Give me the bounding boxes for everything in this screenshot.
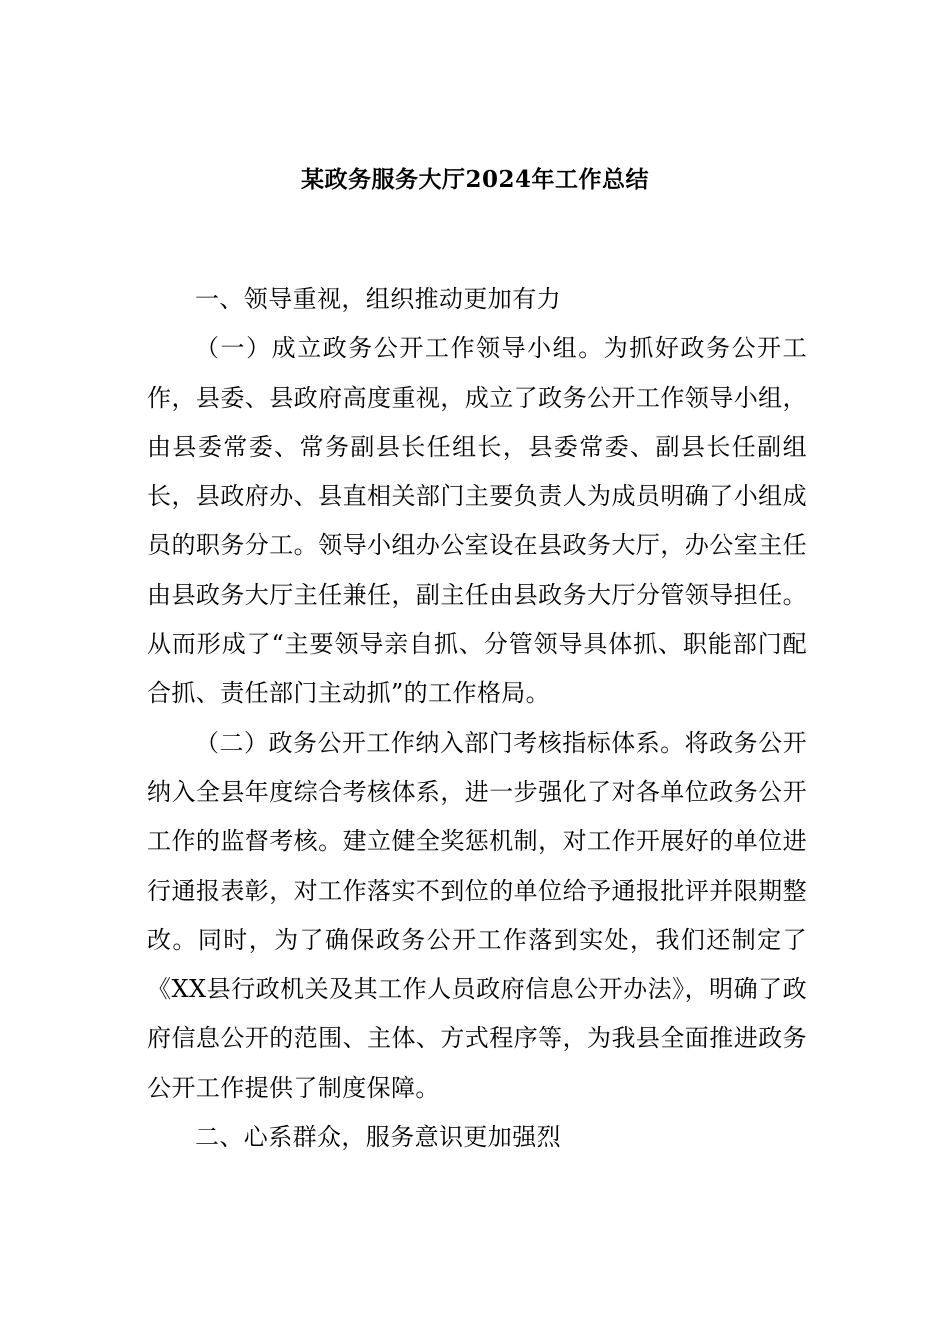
paragraph-1-1: （一）成立政务公开工作领导小组。为抓好政务公开工作，县委、县政府高度重视，成立了政务公开工作领导小组，由县委常委、常务副县长任组长，县委常委、副县长任副组长，县政府办、县直相关部门主要负责人为成员明确了小组成员的职务分工。领导小组办公室设在县政务大厅，办公室主任由县政务大厅主任兼任，副主任由县政务大厅分管领导担任。从而形成了“主要领导亲自抓、分管领导具体抓、职能部门配合抓、责任部门主动抓”的工作格局。 (147, 334, 807, 708)
paragraph-1-2: （二）政务公开工作纳入部门考核指标体系。将政务公开纳入全县年度综合考核体系，进一步强化了对各单位政务公开工作的监督考核。建立健全奖惩机制，对工作开展好的单位进行通报表彰，对工作落实不到位的单位给予通报批评并限期整改。同时，为了确保政务公开工作落到实处，我们还制定了《XX县行政机关及其工作人员政府信息公开办法》，明确了政府信息公开的范围、主体、方式程序等，为我县全面推进政务公开工作提供了制度保障。 (147, 728, 807, 1102)
document-title: 某政务服务大厅2024年工作总结 (300, 166, 649, 193)
document-body (147, 275, 807, 1162)
section-heading-2: 二、心系群众，服务意识更加强烈 (195, 1123, 561, 1152)
section-heading-1: 一、领导重视，组织推动更加有力 (195, 285, 561, 313)
